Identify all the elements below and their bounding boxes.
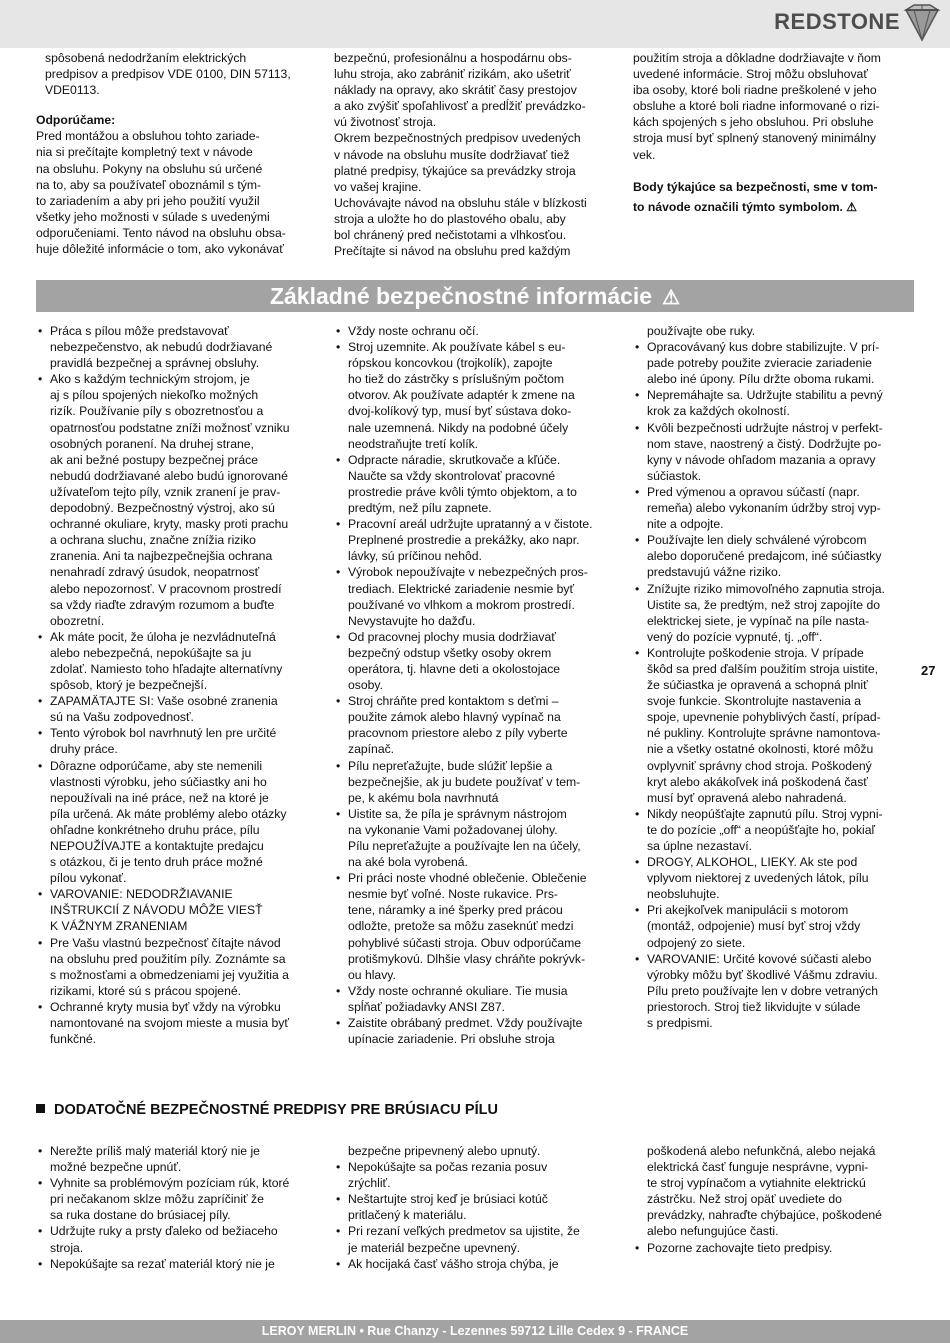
text-line: je materiál bezpečne upevnený. [348, 1240, 521, 1255]
text-line: v návode na obsluhu musíte dodržiavať tiež [334, 147, 570, 162]
brand-name: REDSTONE [774, 9, 900, 34]
text-line: • Znížujte riziko mimovoľného zapnutia stroja. [647, 581, 885, 596]
text-line: stroja. [50, 1240, 84, 1255]
text-line: nenahradí zdravý úsudok, neopatrnosť [50, 565, 260, 580]
text-line: Nevystavujte ho dažďu. [348, 613, 476, 628]
section-heading-text: DODATOČNÉ BEZPEČNOSTNÉ PREDPISY PRE BRÚSIACU PÍLU [54, 1102, 498, 1118]
text-line: obozretní. [50, 613, 105, 628]
intro-body [36, 128, 322, 257]
text-line: spôsobená nedodržaním elektrických [45, 51, 247, 65]
list-item [36, 1256, 322, 1272]
text-line: • VAROVANIE: Určité kovové súčasti alebo [647, 951, 872, 966]
text-line: stroja musí byť splnený stanovený minimálny [633, 131, 877, 146]
text-line: luhu stroja, ako zabrániť rizikám, ako ušetriť [334, 67, 571, 82]
text-line: sa ruka dostane do brúsiacej píly. [50, 1208, 231, 1223]
list-item [36, 323, 322, 371]
text-line: operátora, tj. hlavne deti a okolostojace [348, 661, 561, 676]
list-item [334, 452, 620, 516]
text-line: osoby. [348, 678, 384, 693]
text-line: • Kvôli bezpečnosti udržujte nástroj v perfekt- [647, 420, 883, 435]
text-line: te do pozície „off“ a neopúšťajte ho, pokiaľ [647, 822, 876, 837]
text-line: kryt alebo akákoľvek iná poškodená časť [647, 774, 868, 789]
list-item [633, 532, 919, 580]
list-item [633, 806, 919, 854]
text-line: opatrnosťou podstatne zníži možnosť vzniku [50, 420, 290, 435]
text-line: poškodená alebo nefunkčná, alebo nejaká [647, 1144, 876, 1158]
text-line: (montáž, odpojenie) musí byť stroj vždy [647, 919, 861, 934]
text-line: • Nepokúšajte sa počas rezania posuv [348, 1160, 548, 1175]
grinder-column-1 [36, 1143, 322, 1272]
text-line: K VÁŽNYM ZRANENIAM [50, 919, 188, 934]
warning-triangle-icon: ⚠ [662, 287, 681, 309]
text-line: • Vždy noste ochranu očí. [348, 324, 479, 338]
text-line: škôd sa pred ďalším použitím stroja uistite, [647, 661, 879, 676]
text-line: • ZAPAMÄTAJTE SI: Vaše osobné zranenia [50, 694, 278, 709]
text-line: nom stave, naostrený a čistý. Dodržujte po- [647, 436, 882, 451]
footer-address: LEROY MERLIN • Rue Chanzy - Lezennes 59712 Lille Cedex 9 - FRANCE [261, 1324, 689, 1338]
intro-continuation [36, 50, 322, 98]
banner-title: Základné bezpečnostné informácie [269, 283, 653, 309]
text-line: né pukliny. Kontrolujte správne namontova- [647, 726, 881, 741]
intro-body-3 [633, 50, 919, 163]
text-line: predstavujú vážne riziko. [647, 565, 782, 580]
text-line: huje dôležité informácie o tom, ako vykonávať [36, 242, 284, 257]
text-line: ochranné okuliare, kryty, masky proti prachu [50, 517, 289, 532]
text-line: pohyblivé súčasti stroja. Obuv odporúčame [348, 935, 582, 950]
text-line: svoje funkcie. Skontrolujte nastavenia a [647, 694, 862, 709]
text-line: tene, náramky a iné šperky pred prácou [348, 903, 563, 918]
text-line: • Odpracte náradie, skrutkovače a kľúče. [348, 452, 561, 467]
basic-column-3 [633, 323, 919, 1031]
text-line: • Nikdy neopúšťajte zapnutú pílu. Stroj vypni- [647, 806, 883, 821]
text-line: krok za každých okolností. [647, 404, 790, 419]
text-line: Pílu preto používajte len v dobre vetraných [647, 983, 879, 998]
list-item [334, 564, 620, 628]
text-line: • Pílu nepreťažujte, bude slúžiť lepšie a [348, 758, 553, 773]
text-line: Body týkajúce sa bezpečnosti, sme v tom- [633, 179, 878, 194]
text-line: INŠTRUKCIÍ Z NÁVODU MÔŽE VIESŤ [50, 903, 263, 918]
text-line: vplyvom niektorej z uvedených látok, pílu [647, 871, 869, 886]
basic-column-1 [36, 323, 322, 1047]
text-line: pravidlá bezpečnej a správnej obsluhy. [50, 356, 260, 371]
text-line: Preplnené prostredie a prekážky, ako napr. [348, 533, 580, 548]
list-item [36, 629, 322, 693]
list-item [36, 1143, 322, 1175]
list-item [633, 581, 919, 645]
list-item [334, 323, 620, 339]
text-line: funkčné. [50, 1032, 97, 1047]
text-line: náklady na opravy, ako skrátiť časy prestojov [334, 83, 577, 98]
text-line: spôsob, ktorý je bezpečnejší. [50, 678, 208, 693]
text-line: • Ak hocijaká časť vášho stroja chýba, je [348, 1256, 559, 1271]
text-line: neobsluhujte. [647, 887, 720, 902]
list-item [334, 758, 620, 806]
text-line: prostredie práve kvôli týmto objektom, a to [348, 484, 577, 499]
text-line: všetky jeho možnosti v súlade s uvedenými [36, 209, 270, 224]
text-line: ohľadne konkrétneho druhu práce, pílu [50, 822, 260, 837]
text-line: • Pri práci noste vhodné oblečenie. Oblečenie [348, 871, 587, 886]
list-item [36, 371, 322, 629]
section-banner [36, 280, 914, 312]
text-line: nie a všetky ostatné okolnosti, ktoré môžu [647, 742, 874, 757]
text-line: alebo nepozornosť. V pracovnom prostredí [50, 581, 282, 596]
text-line: alebo doporučené predajcom, iné súčiastky [647, 549, 882, 564]
text-line: nite a odpojte. [647, 517, 724, 532]
text-line: alebo nefungujúce časti. [647, 1224, 779, 1239]
text-line: • Stroj uzemnite. Ak používate kábel s eu- [348, 340, 566, 355]
text-line: • Pred výmenou a opravou súčastí (napr. [647, 484, 860, 499]
text-line: • Od pracovnej plochy musia dodržiavať [348, 629, 556, 644]
text-line: predpisov a predpisov VDE 0100, DIN 57113, [45, 67, 291, 82]
brand-logo [774, 2, 942, 42]
text-line: lávky, sú príčinou nehôd. [348, 549, 482, 564]
text-line: bezpečnejšie, ak ju budete používať v tem- [348, 774, 581, 789]
text-line: predtým, než pílu zapnete. [348, 501, 492, 516]
grinder-list-1 [36, 1143, 322, 1272]
text-line: dvoj-kolíkový typ, musí byť sústava doko- [348, 404, 572, 419]
text-line: bol chránený pred nečistotami a vlhkosťou. [334, 228, 567, 243]
text-line: • Stroj chráňte pred kontaktom s deťmi – [348, 694, 559, 709]
basic-list-1 [36, 323, 322, 1047]
text-line: možné bezpečne upnúť. [50, 1160, 182, 1175]
text-line: že súčiastka je opravená a schopná plniť [647, 678, 868, 693]
list-item [334, 1191, 620, 1223]
text-line: vek. [633, 147, 656, 162]
text-line: na obsluhu. Pokyny na obsluhu sú určené [36, 161, 263, 176]
text-line: stroja a uložte ho do plastového obalu, aby [334, 211, 566, 226]
text-line: zdolať. Namiesto toho hľadajte alternatívny [50, 661, 283, 676]
text-line: • Pracovní areál udržujte upratanný a v čistote. [348, 517, 593, 532]
text-line: te stroj vypínačom a vytiahnite elektrickú [647, 1176, 866, 1191]
list-item [334, 1015, 620, 1047]
text-line: obsluhe a ktoré boli riadne informované o rizi- [633, 99, 880, 114]
text-line: Naučte sa vždy skontrolovať pracovné [348, 468, 556, 483]
list-item [36, 1223, 322, 1255]
text-line: nia si prečítajte kompletný text v návode [36, 145, 253, 160]
list-item [36, 886, 322, 934]
basic-list-3 [633, 323, 919, 1031]
text-line: • Práca s pílou môže predstavovať [50, 324, 229, 338]
list-item [633, 420, 919, 484]
grinder-column-2 [334, 1143, 620, 1272]
text-line: • Uistite sa, že píla je správnym nástrojom [348, 806, 567, 821]
text-line: • Vždy noste ochranné okuliare. Tie musia [348, 983, 568, 998]
list-item [633, 387, 919, 419]
text-line: • Výrobok nepoužívajte v nebezpečných pros- [348, 565, 588, 580]
list-item [334, 1223, 620, 1255]
text-line: rizík. Používanie píly s obozretnosťou a [50, 404, 264, 419]
text-line: • Vyhnite sa problémovým pozíciam rúk, ktoré [50, 1176, 290, 1191]
text-line: Uchovávajte návod na obsluhu stále v blízkosti [334, 195, 587, 210]
grinder-column-3 [633, 1143, 919, 1256]
list-item [334, 339, 620, 452]
intro-column-2 [334, 50, 620, 259]
text-line: ovplyvniť správny chod stroja. Poškodený [647, 758, 872, 773]
text-line: • Neštartujte stroj keď je brúsiaci kotúč [348, 1192, 548, 1207]
safety-symbol-note [633, 177, 919, 217]
text-line: • Pri akejkoľvek manipulácii s motorom [647, 903, 849, 918]
text-line: na aké bola vyrobená. [348, 855, 468, 870]
text-line: pade potreby použite zvieracie zariadenie [647, 356, 872, 371]
text-line: sa vždy riaďte zdravým rozumom a buďte [50, 597, 275, 612]
text-line: kyny v návode ohľadom mazania a opravy [647, 452, 876, 467]
section-heading [36, 1102, 498, 1118]
text-line: remeňa) alebo vykonaním údržby stroj vyp- [647, 501, 881, 516]
list-item [36, 935, 322, 999]
text-line: iba osoby, ktoré boli riadne preškolené v jeho [633, 83, 877, 98]
list-item [633, 902, 919, 950]
text-line: NEPOUŽÍVAJTE a kontaktujte predajcu [50, 839, 264, 853]
text-line: druhy práce. [50, 742, 118, 757]
text-line: pílou vykonať. [50, 871, 127, 886]
text-line: zranenia. Ani ta najbezpečnejšia ochrana [50, 549, 273, 564]
list-item-continuation [334, 1143, 620, 1159]
text-line: vo vašej krajine. [334, 179, 422, 194]
text-line: alebo nebezpečná, nepokúšajte sa ju [50, 645, 252, 660]
text-line: • Udržujte ruky a prsty ďaleko od bežiaceho [50, 1224, 278, 1239]
text-line: VDE0113. [45, 83, 100, 98]
square-bullet-icon [36, 1104, 45, 1113]
text-line: použite zámok alebo hlavný vypínač na [348, 710, 561, 725]
text-line: na to, aby sa používateľ oboznámil s tým- [36, 177, 262, 192]
text-line: aj s pílou spojených niekoľko možných [50, 388, 259, 403]
text-line: sa úplne nezastaví. [647, 839, 753, 853]
text-line: upínacie zariadenie. Pri obsluhe stroja [348, 1032, 555, 1047]
intro-column-1 [36, 50, 322, 257]
list-item [334, 806, 620, 870]
list-item [36, 1175, 322, 1223]
text-line: platné predpisy, týkajúce sa prevádzky stroja [334, 163, 576, 178]
text-line: zrýchliť. [348, 1176, 391, 1191]
list-item-continuation [633, 323, 919, 339]
text-line: vený do pozície vypnuté, tj. „off“. [647, 629, 823, 644]
diamond-logo-icon [902, 2, 942, 42]
grinder-list-3 [633, 1143, 919, 1256]
text-line: používajte obe ruky. [647, 324, 756, 338]
text-line: na obsluhu pred použitím píly. Zoznámte sa [50, 951, 286, 966]
list-item [633, 854, 919, 902]
basic-list-2 [334, 323, 620, 1047]
recommend-heading: Odporúčame: [36, 113, 116, 128]
text-line: a ako zvýšiť spoľahlivosť a predĺžiť prevádzko- [334, 99, 586, 114]
list-item-continuation [633, 1143, 919, 1240]
text-line: nesmie byť voľné. Noste rukavice. Prs- [348, 887, 558, 902]
text-line: • Ak máte pocit, že úloha je nezvládnuteľná [50, 629, 276, 644]
text-line: • Nepokúšajte sa rezať materiál ktorý nie je [50, 1256, 275, 1271]
text-line: • DROGY, ALKOHOL, LIEKY. Ak ste pod [647, 855, 858, 870]
list-item [334, 1159, 620, 1191]
list-item [36, 758, 322, 887]
text-line: ou hlavy. [348, 967, 396, 982]
text-line: pritlačený k materiálu. [348, 1208, 467, 1223]
text-line: osobných poranení. Na druhej strane, [50, 436, 254, 451]
text-line: odložte, pretože sa môžu zaseknúť medzi [348, 919, 574, 934]
list-item [36, 725, 322, 757]
text-line: • Opracovávaný kus dobre stabilizujte. V prí- [647, 340, 880, 355]
text-line: • Používajte len diely schválené výrobcom [647, 533, 867, 548]
text-line: súčiastok. [647, 468, 702, 483]
list-item [633, 339, 919, 387]
text-line: depodobný. Bezpečnostný výstroj, ako sú [50, 501, 275, 516]
text-line: s predpismi. [647, 1016, 713, 1031]
text-line: na vykonanie Vami požadovanej úlohy. [348, 822, 558, 837]
intro-column-3 [633, 50, 919, 217]
text-line: bezpečnú, profesionálnu a hospodárnu obs- [334, 51, 572, 65]
text-line: pracovnom priestore alebo z píly vyberte [348, 726, 568, 741]
page-number: 27 [921, 663, 936, 678]
text-line: Pred montážou a obsluhou tohto zariade- [36, 129, 260, 144]
list-item [334, 983, 620, 1015]
text-line: bezpečne pripevnený alebo upnutý. [348, 1144, 541, 1158]
text-line: to zariadením a aby pri jeho použití využil [36, 193, 260, 208]
text-line: Prečítajte si návod na obsluhu pred každým [334, 244, 571, 259]
text-line: to návode označili týmto symbolom. ⚠ [633, 199, 858, 214]
text-line: nebezpečenstvo, ak nebudú dodržiavané [50, 340, 273, 355]
text-line: nebudú dodržiavané alebo budú ignorované [50, 468, 288, 483]
text-line: • Kontrolujte poškodenie stroja. V prípade [647, 645, 864, 660]
text-line: s otázkou, či je tento druh práce možné [50, 855, 263, 870]
text-line: odpojený zo siete. [647, 935, 746, 950]
header-bar [0, 0, 950, 48]
text-line: • Pri rezaní veľkých predmetov sa ujistite, že [348, 1224, 580, 1239]
text-line: Okrem bezpečnostných predpisov uvedených [334, 131, 581, 146]
text-line: Uistite sa, že predtým, než stroj zapojíte do [647, 597, 881, 612]
text-line: elektrická časť funguje nesprávne, vypni- [647, 1160, 869, 1175]
text-line: vú životnosť stroja. [334, 115, 437, 130]
text-line: bezpečný odstup všetky osoby okrem [348, 645, 552, 660]
text-line: pri nečakanom sklze môžu zapríčiniť že [50, 1192, 264, 1207]
text-line: namontované na svojom mieste a musia byť [50, 1016, 289, 1031]
text-line: • Ako s každým technickým strojom, je [50, 372, 250, 387]
text-line: • Zaistite obrábaný predmet. Vždy používajte [348, 1016, 583, 1031]
text-line: výrobky môžu byť škodlivé Vášmu zdraviu. [647, 967, 878, 982]
text-line: protišmykovú. Dlhšie vlasy chráňte pokrývk- [348, 951, 586, 966]
text-line: elektrickej siete, je vypínač na píle nasta- [647, 613, 870, 628]
text-line: neodstraňujte tretí kolík. [348, 436, 479, 451]
text-line: pe, k akému bola navrhnutá [348, 790, 499, 805]
list-item [633, 484, 919, 532]
text-line: uvedené informácie. Stroj môžu obsluhovať [633, 67, 868, 82]
text-line: • Pozorne zachovajte tieto predpisy. [647, 1240, 833, 1255]
list-item [334, 629, 620, 693]
footer [0, 1320, 950, 1343]
list-item [36, 999, 322, 1047]
text-line: • VAROVANIE: NEDODRŽIAVANIE [50, 887, 233, 902]
intro-body-2 [334, 50, 620, 259]
text-line: priestoroch. Stroj tiež likvidujte v súlade [647, 999, 861, 1014]
text-line: zástrčku. Než stroj opäť uvediete do [647, 1192, 842, 1207]
grinder-list-2 [334, 1143, 620, 1272]
basic-column-2 [334, 323, 620, 1047]
text-line: píla určená. Ak máte problémy alebo otázky [50, 806, 287, 821]
text-line: nale uzemnená. Nikdy na podobné účely [348, 420, 569, 435]
text-line: otvorov. Ak používate adaptér k zmene na [348, 388, 575, 403]
text-line: s možnosťami a obmedzeniami jej využitia a [50, 967, 289, 982]
list-item [36, 693, 322, 725]
text-line: zapínač. [348, 742, 395, 757]
text-line: a ochrana sluchu, značne znížia riziko [50, 533, 256, 548]
text-line: rópskou koncovkou (trojkolík), zapojte [348, 356, 553, 371]
text-line: • Nepremáhajte sa. Udržujte stabilitu a pevný [647, 388, 883, 403]
text-line: spoje, upevnenie pohyblivých častí, prípad- [647, 710, 881, 725]
text-line: použitím stroja a dôkladne dodržiavajte v ňom [633, 51, 881, 65]
text-line: Pílu nepreťažujte a používajte len na účely, [348, 839, 581, 853]
text-line: rizikami, ktoré sú s prácou spojené. [50, 983, 242, 998]
text-line: alebo iné úpony. Pílu držte oboma rukami. [647, 372, 875, 387]
list-item [334, 1256, 620, 1272]
text-line: spĺňať požiadavky ANSI Z87. [348, 999, 505, 1014]
text-line: musí byť opravená alebo nahradená. [647, 790, 847, 805]
text-line: • Tento výrobok bol navrhnutý len pre určité [50, 726, 277, 741]
list-item [633, 951, 919, 1031]
text-line: • Pre Vašu vlastnú bezpečnosť čítajte návod [50, 935, 281, 950]
text-line: trediach. Elektrické zariadenie nesmie byť [348, 581, 575, 596]
list-item [633, 1240, 919, 1256]
list-item [334, 870, 620, 983]
list-item [633, 645, 919, 806]
text-line: • Dôrazne odporúčame, aby ste nemenili [50, 758, 263, 773]
text-line: používané vo vlhkom a mokrom prostredí. [348, 597, 575, 612]
text-line: odporučeniami. Tento návod na obsluhu obsa- [36, 225, 286, 240]
text-line: • Ochranné kryty musia byť vždy na výrobku [50, 999, 281, 1014]
text-line: sú na Vašu zodpovednosť. [50, 710, 194, 725]
text-line: prevádzky, nahraďte chýbajúce, poškodené [647, 1208, 882, 1223]
text-line: • Nerežte príliš malý materiál ktorý nie je [50, 1144, 260, 1158]
text-line: vlastnosti výrobku, jeho súčiastky ani ho [50, 774, 267, 789]
text-line: ho tiež do zástrčky s príslušným počtom [348, 372, 565, 387]
text-line: kách spojených s jeho obsluhou. Pri obsluhe [633, 115, 874, 130]
text-line: ak ani bežné postupy bezpečnej práce [50, 452, 259, 467]
text-line: užívateľom tejto píly, vznik zranení je prav- [50, 484, 281, 499]
list-item [334, 516, 620, 564]
text-line: nepoužívali na iné práce, než na ktoré je [50, 790, 269, 805]
list-item [334, 693, 620, 757]
